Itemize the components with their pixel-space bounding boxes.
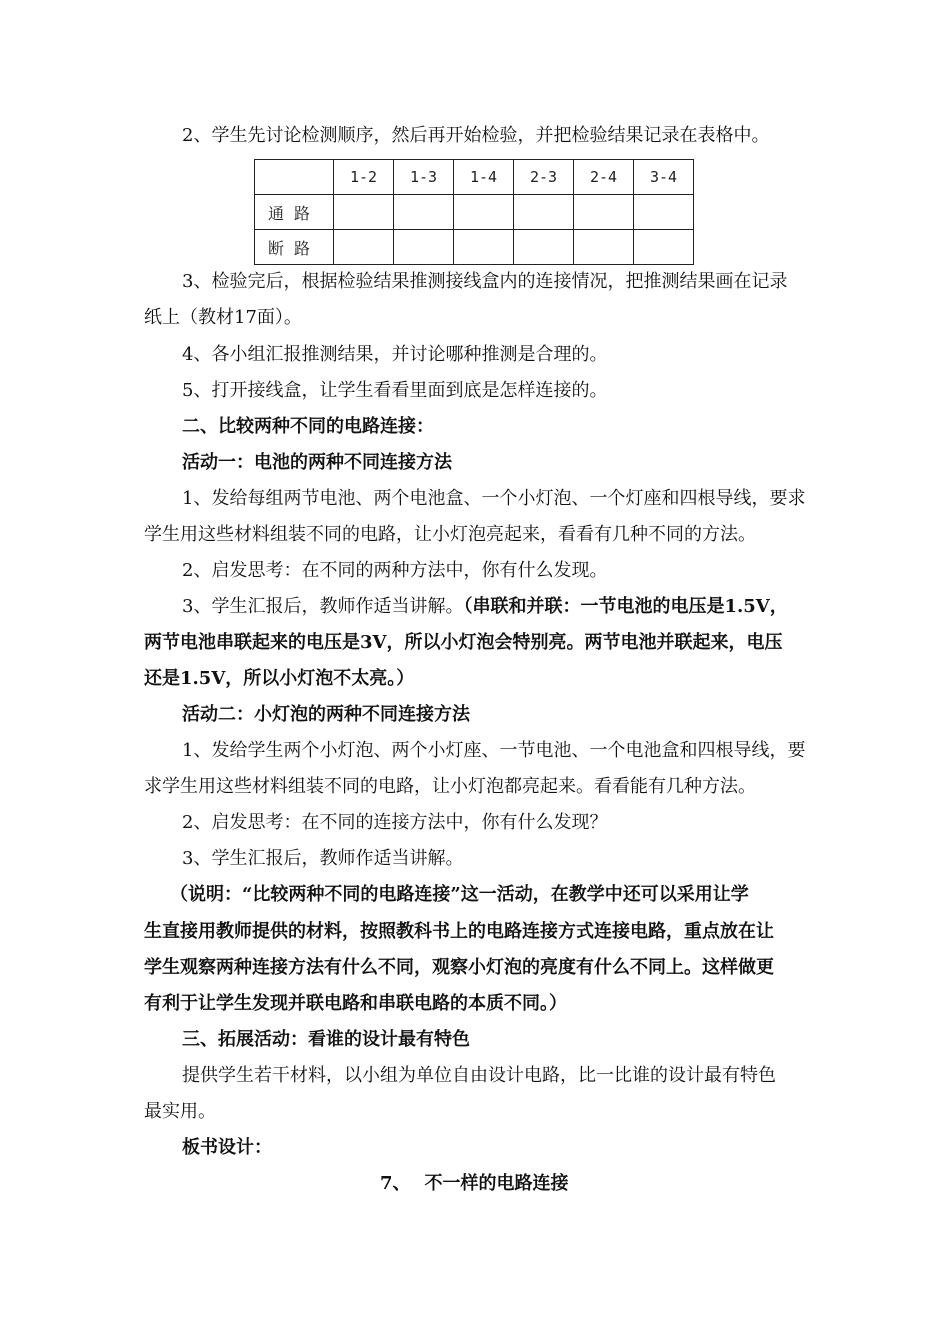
teaching-note-line-2: 生直接用教师提供的材料，按照教科书上的电路连接方式连接电路，重点放在让 — [144, 921, 774, 942]
table-cell — [634, 195, 694, 230]
board-title-number: 7、 — [380, 1173, 411, 1194]
table-header-cell: 1-2 — [334, 160, 394, 195]
activity-2-title: 活动二：小灯泡的两种不同连接方法 — [182, 704, 470, 725]
teaching-note: （说明：“比较两种不同的电路连接”这一活动，在教学中还可以采用让学 — [170, 884, 749, 905]
activity-1-step-2: 2、启发思考：在不同的两种方法中，你有什么发现。 — [182, 560, 608, 581]
table-header-cell: 1-4 — [454, 160, 514, 195]
series-parallel-note: （串联和并联：一节电池的电压是1.5V， — [463, 596, 788, 617]
table-header-cell: 2-4 — [574, 160, 634, 195]
table-cell — [514, 230, 574, 265]
activity-1-step-3 — [0, 595, 950, 619]
board-design-title — [0, 1172, 950, 1196]
table-cell — [574, 195, 634, 230]
table-cell — [394, 230, 454, 265]
step-3-text-cont: 纸上（教材17面）。 — [144, 307, 302, 328]
section-2-heading: 二、比较两种不同的电路连接： — [182, 416, 434, 437]
table-cell — [514, 195, 574, 230]
table-cell — [454, 230, 514, 265]
section-3-heading: 三、拓展活动：看谁的设计最有特色 — [182, 1029, 470, 1050]
series-parallel-note-end: 还是1.5V，所以小灯泡不太亮。） — [144, 668, 415, 689]
table-header-cell: 1-3 — [394, 160, 454, 195]
table-cell — [334, 195, 394, 230]
board-title-text: 不一样的电路连接 — [424, 1173, 569, 1194]
teaching-note-line-3: 学生观察两种连接方法有什么不同，观察小灯泡的亮度有什么不同上。这样做更 — [144, 957, 774, 978]
table-cell — [454, 195, 514, 230]
activity-2-step-3: 3、学生汇报后，教师作适当讲解。 — [182, 848, 464, 869]
section-3-text-cont: 最实用。 — [144, 1101, 216, 1122]
activity-2-step-1: 1、发给学生两个小灯泡、两个小灯座、一节电池、一个电池盒和四根导线，要 — [182, 740, 806, 761]
table-cell — [634, 230, 694, 265]
table-row-broken-circuit — [255, 230, 694, 265]
table-corner-cell — [255, 160, 334, 195]
row-label-closed-circuit: 通路 — [255, 195, 334, 230]
row-label-broken-circuit: 断路 — [255, 230, 334, 265]
test-result-table — [254, 159, 694, 265]
table-header-row — [255, 160, 694, 195]
step-3-text: 3、检验完后，根据检验结果推测接线盒内的连接情况，把推测结果画在记录 — [182, 271, 788, 292]
table-row-open-circuit — [255, 195, 694, 230]
table-cell — [574, 230, 634, 265]
table-header-cell: 2-3 — [514, 160, 574, 195]
table-cell — [394, 195, 454, 230]
section-3-text: 提供学生若干材料，以小组为单位自由设计电路，比一比谁的设计最有特色 — [182, 1065, 776, 1086]
step-2-text: 2、学生先讨论检测顺序，然后再开始检验，并把检验结果记录在表格中。 — [182, 125, 770, 146]
activity-1-step-3-plain: 3、学生汇报后，教师作适当讲解。 — [182, 596, 464, 617]
activity-1-step-1-cont: 学生用这些材料组装不同的电路，让小灯泡亮起来，看看有几种不同的方法。 — [144, 524, 756, 545]
table-cell — [334, 230, 394, 265]
step-4-text: 4、各小组汇报推测结果，并讨论哪种推测是合理的。 — [182, 344, 608, 365]
activity-1-step-1: 1、发给每组两节电池、两个电池盒、一个小灯泡、一个灯座和四根导线，要求 — [182, 488, 806, 509]
series-parallel-note-cont: 两节电池串联起来的电压是3V，所以小灯泡会特别亮。两节电池并联起来，电压 — [144, 632, 783, 653]
activity-2-step-1-cont: 求学生用这些材料组装不同的电路，让小灯泡都亮起来。看看能有几种方法。 — [144, 776, 756, 797]
board-design-label: 板书设计： — [182, 1137, 272, 1158]
table-header-cell: 3-4 — [634, 160, 694, 195]
step-5-text: 5、打开接线盒，让学生看看里面到底是怎样连接的。 — [182, 380, 608, 401]
activity-2-step-2: 2、启发思考：在不同的连接方法中，你有什么发现？ — [182, 812, 608, 833]
teaching-note-line-4: 有利于让学生发现并联电路和串联电路的本质不同。） — [144, 993, 567, 1014]
activity-1-title: 活动一：电池的两种不同连接方法 — [182, 452, 452, 473]
